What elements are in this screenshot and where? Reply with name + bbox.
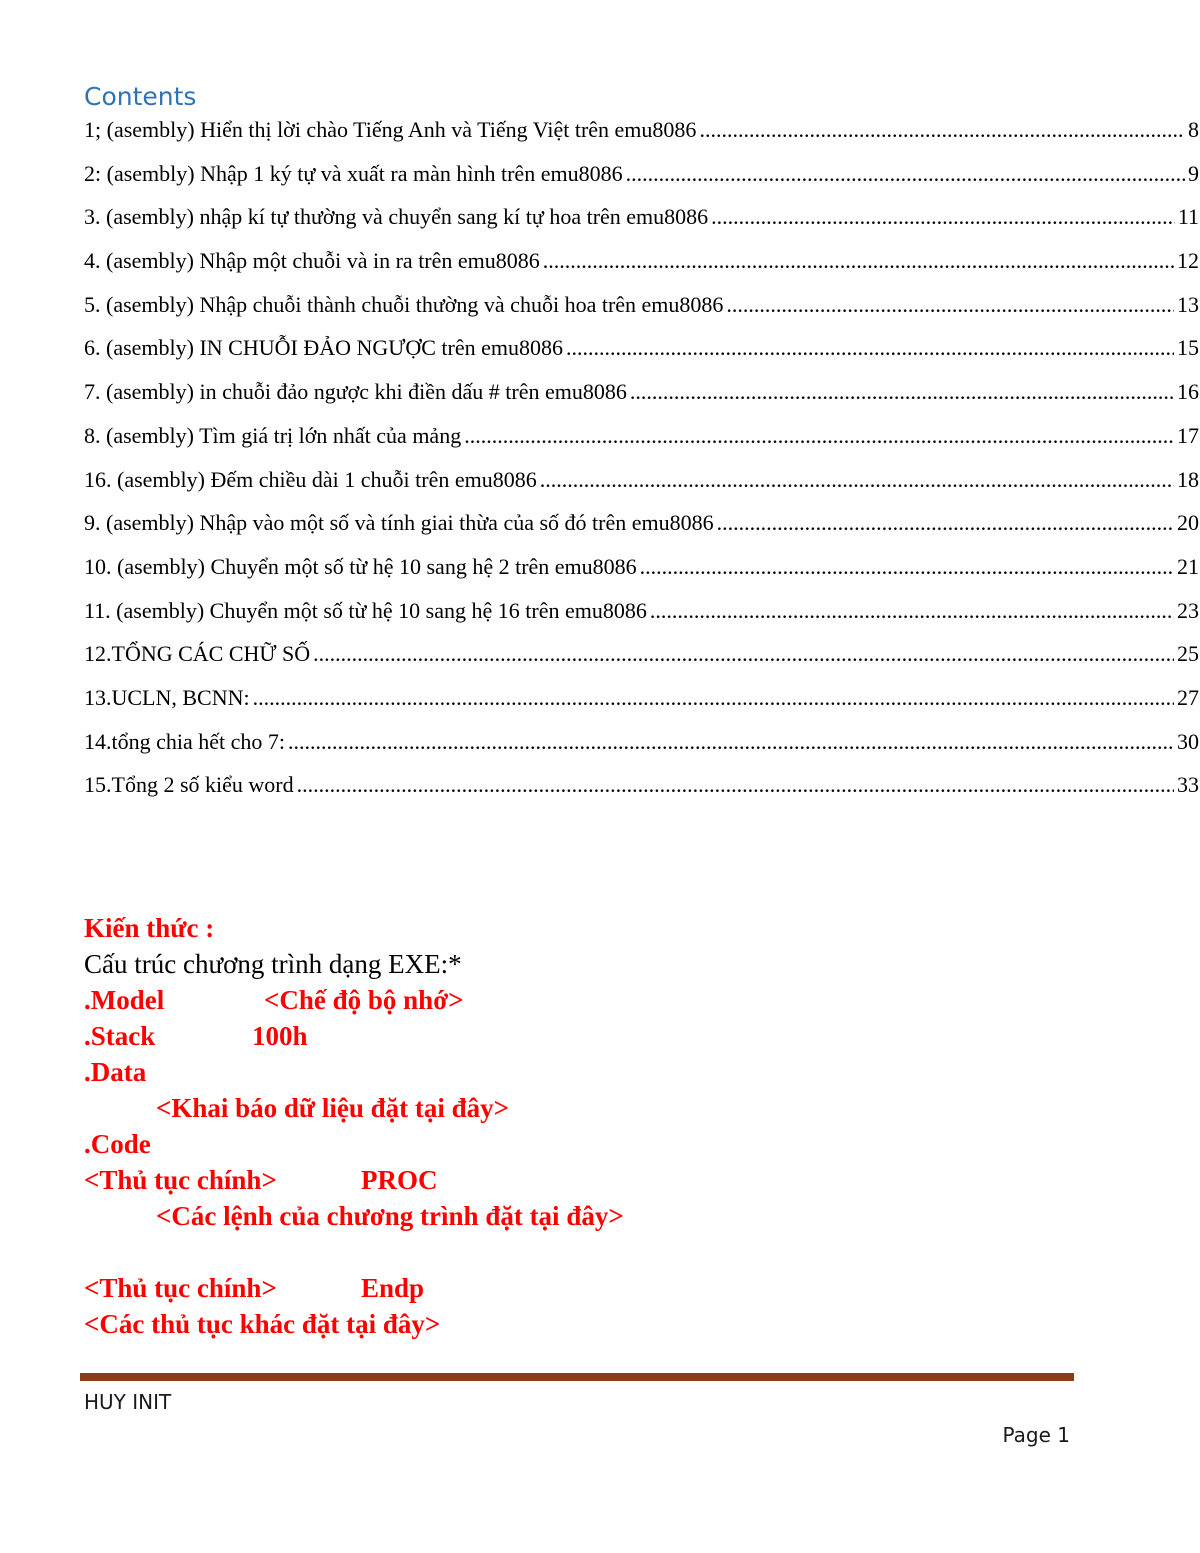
toc-entry-page: 9: [1188, 160, 1199, 186]
toc-leader: [699, 117, 1185, 143]
toc-entry-page: 11: [1177, 204, 1199, 230]
toc-entry[interactable]: [84, 379, 1199, 423]
stack-value: 100h: [252, 1021, 308, 1051]
toc-entry[interactable]: [84, 641, 1199, 685]
toc-entry[interactable]: [84, 685, 1199, 729]
knowledge-section: [84, 910, 1084, 1342]
toc-entry[interactable]: [84, 292, 1199, 336]
toc-entry-page: 8: [1188, 117, 1199, 142]
toc-entry-title: 8. (asembly) Tìm giá trị lớn nhất của mảng: [84, 422, 462, 448]
code-keyword: .Code: [84, 1129, 151, 1159]
toc-entry-title: 11. (asembly) Chuyển một số từ hệ 10 sang hệ 16 trên emu8086: [84, 597, 647, 623]
toc-entry[interactable]: [84, 423, 1199, 467]
toc-entry-page: 20: [1177, 510, 1199, 536]
toc-leader: [630, 379, 1174, 405]
table-of-contents: [84, 117, 1199, 816]
toc-leader: [626, 161, 1185, 187]
toc-entry-title: 3. (asembly) nhập kí tự thường và chuyển sang kí tự hoa trên emu8086: [84, 204, 709, 230]
toc-entry-title: 2: (asembly) Nhập 1 ký tự và xuất ra màn hình trên emu8086: [84, 160, 623, 186]
main-proc-name: <Thủ tục chính>: [84, 1165, 277, 1195]
toc-leader: [313, 641, 1174, 667]
toc-entry-page: 18: [1177, 466, 1199, 492]
blank-line: [84, 1234, 1084, 1270]
toc-entry-page: 30: [1177, 728, 1199, 754]
endp-keyword: Endp: [361, 1273, 425, 1303]
toc-leader: [726, 292, 1174, 318]
toc-leader: [717, 510, 1174, 536]
toc-leader: [543, 248, 1174, 274]
toc-entry-page: 16: [1177, 379, 1199, 405]
toc-entry-title: 16. (asembly) Đếm chiều dài 1 chuỗi trên emu8086: [84, 466, 537, 492]
toc-entry-title: 12.TỔNG CÁC CHỮ SỐ: [84, 641, 311, 667]
toc-leader: [297, 772, 1174, 798]
exe-structure-subheading: Cấu trúc chương trình dạng EXE:*: [84, 949, 462, 979]
toc-entry-page: 15: [1177, 335, 1199, 361]
toc-entry[interactable]: [84, 161, 1199, 205]
model-line: [84, 982, 1084, 1018]
toc-entry-page: 17: [1177, 422, 1199, 448]
toc-entry-page: 33: [1177, 772, 1199, 798]
toc-entry-page: 23: [1177, 597, 1199, 623]
toc-entry-title: 9. (asembly) Nhập vào một số và tính giai thừa của số đó trên emu8086: [84, 510, 714, 536]
toc-entry-title: 13.UCLN, BCNN:: [84, 684, 250, 710]
other-procs-line: <Các thủ tục khác đặt tại đây>: [84, 1309, 441, 1339]
data-declaration-value: <Khai báo dữ liệu đặt tại đây>: [156, 1093, 510, 1123]
toc-entry[interactable]: [84, 117, 1199, 161]
footer-author: HUY INIT: [84, 1390, 172, 1414]
toc-leader: [540, 467, 1174, 493]
contents-heading: Contents: [84, 82, 197, 111]
toc-leader: [464, 423, 1174, 449]
toc-leader: [566, 335, 1174, 361]
toc-entry-title: 7. (asembly) in chuỗi đảo ngược khi điền dấu # trên emu8086: [84, 379, 627, 405]
knowledge-heading: Kiến thức :: [84, 913, 215, 943]
stack-keyword: .Stack: [84, 1021, 156, 1051]
toc-entry[interactable]: [84, 335, 1199, 379]
toc-entry[interactable]: [84, 204, 1199, 248]
toc-entry-title: 4. (asembly) Nhập một chuỗi và in ra trên emu8086: [84, 248, 540, 274]
instructions-line: [84, 1198, 1084, 1234]
endp-line: [84, 1270, 1084, 1306]
toc-entry[interactable]: [84, 248, 1199, 292]
toc-entry[interactable]: [84, 554, 1199, 598]
toc-leader: [288, 729, 1174, 755]
toc-entry[interactable]: [84, 510, 1199, 554]
toc-entry-title: 14.tổng chia hết cho 7:: [84, 728, 286, 754]
model-value: <Chế độ bộ nhớ>: [264, 985, 464, 1015]
model-keyword: .Model: [84, 985, 165, 1015]
instructions-value: <Các lệnh của chương trình đặt tại đây>: [156, 1201, 624, 1231]
data-declaration-line: [84, 1090, 1084, 1126]
toc-entry-page: 13: [1177, 291, 1199, 317]
toc-leader: [711, 204, 1175, 230]
toc-entry-page: 27: [1177, 684, 1199, 710]
stack-line: [84, 1018, 1084, 1054]
toc-entry-page: 12: [1177, 248, 1199, 274]
toc-entry-title: 6. (asembly) IN CHUỖI ĐẢO NGƯỢC trên emu8086: [84, 335, 563, 361]
toc-entry-title: 10. (asembly) Chuyển một số từ hệ 10 sang hệ 2 trên emu8086: [84, 553, 637, 579]
toc-entry-page: 21: [1177, 553, 1199, 579]
toc-leader: [640, 554, 1174, 580]
toc-entry[interactable]: [84, 467, 1199, 511]
toc-leader: [253, 685, 1174, 711]
footer-divider: [80, 1373, 1074, 1381]
toc-entry-title: 1; (asembly) Hiển thị lời chào Tiếng Anh và Tiếng Việt trên emu8086: [84, 117, 697, 142]
toc-leader: [650, 598, 1174, 624]
proc-keyword: PROC: [361, 1165, 438, 1195]
footer-page-number: Page 1: [1002, 1423, 1070, 1447]
toc-entry[interactable]: [84, 729, 1199, 773]
toc-entry-title: 15.Tổng 2 số kiểu word: [84, 772, 294, 798]
toc-entry-page: 25: [1177, 641, 1199, 667]
toc-entry[interactable]: [84, 772, 1199, 816]
data-keyword: .Data: [84, 1057, 147, 1087]
toc-entry[interactable]: [84, 598, 1199, 642]
main-endp-name: <Thủ tục chính>: [84, 1273, 277, 1303]
toc-entry-title: 5. (asembly) Nhập chuỗi thành chuỗi thường và chuỗi hoa trên emu8086: [84, 291, 724, 317]
proc-line: [84, 1162, 1084, 1198]
